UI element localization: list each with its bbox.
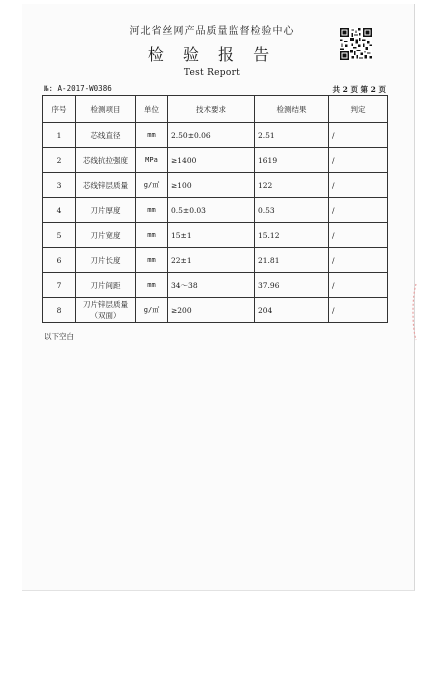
cell-unit: g/㎡ bbox=[136, 298, 168, 323]
table-row bbox=[43, 148, 388, 173]
cell-result: 37.96 bbox=[255, 273, 329, 298]
cell-unit: mm bbox=[136, 273, 168, 298]
cell-result: 1619 bbox=[255, 148, 329, 173]
cell-item: 刀片长度 bbox=[76, 248, 136, 273]
cell-item: 芯线直径 bbox=[76, 123, 136, 148]
cell-requirement: ≥1400 bbox=[168, 148, 255, 173]
cell-no: 2 bbox=[43, 148, 76, 173]
cell-no: 4 bbox=[43, 198, 76, 223]
page-indicator: 共 2 页 第 2 页 bbox=[332, 85, 386, 94]
cell-no: 5 bbox=[43, 223, 76, 248]
cell-no: 6 bbox=[43, 248, 76, 273]
cell-requirement: ≥200 bbox=[168, 298, 255, 323]
cell-verdict: / bbox=[329, 173, 388, 198]
cell-unit: mm bbox=[136, 123, 168, 148]
cell-requirement: 0.5±0.03 bbox=[168, 198, 255, 223]
cell-no: 1 bbox=[43, 123, 76, 148]
cell-requirement: 34～38 bbox=[168, 273, 255, 298]
qr-code-icon bbox=[340, 28, 372, 60]
table-row bbox=[43, 298, 388, 323]
cell-item: 芯线抗拉强度 bbox=[76, 148, 136, 173]
cell-requirement: 2.50±0.06 bbox=[168, 123, 255, 148]
col-header-item: 检测项目 bbox=[76, 96, 136, 123]
report-number: №: A-2017-W0386 bbox=[44, 84, 112, 93]
cell-no: 3 bbox=[43, 173, 76, 198]
cell-unit: mm bbox=[136, 248, 168, 273]
cell-unit: mm bbox=[136, 223, 168, 248]
cell-verdict: / bbox=[329, 248, 388, 273]
cell-item: 刀片宽度 bbox=[76, 223, 136, 248]
cell-requirement: ≥100 bbox=[168, 173, 255, 198]
cell-result: 204 bbox=[255, 298, 329, 323]
col-header-requirement: 技术要求 bbox=[168, 96, 255, 123]
col-header-no: 序号 bbox=[43, 96, 76, 123]
cell-no: 7 bbox=[43, 273, 76, 298]
cell-item: 芯线锌层质量 bbox=[76, 173, 136, 198]
cell-unit: g/㎡ bbox=[136, 173, 168, 198]
table-row bbox=[43, 248, 388, 273]
cell-requirement: 15±1 bbox=[168, 223, 255, 248]
org-name: 河北省丝网产品质量监督检验中心 bbox=[129, 26, 295, 37]
table-row bbox=[43, 173, 388, 198]
table-row bbox=[43, 273, 388, 298]
cell-verdict: / bbox=[329, 123, 388, 148]
table-row bbox=[43, 123, 388, 148]
cell-unit: mm bbox=[136, 198, 168, 223]
seal-edge-mark bbox=[410, 282, 418, 342]
cell-unit: MPa bbox=[136, 148, 168, 173]
cell-result: 122 bbox=[255, 173, 329, 198]
cell-verdict: / bbox=[329, 223, 388, 248]
report-title: 检 验 报 告 bbox=[147, 45, 277, 64]
cell-result: 21.81 bbox=[255, 248, 329, 273]
table-row bbox=[43, 198, 388, 223]
cell-item: 刀片厚度 bbox=[76, 198, 136, 223]
table-row bbox=[43, 223, 388, 248]
end-of-content-note: 以下空白 bbox=[44, 332, 74, 341]
cell-result: 0.53 bbox=[255, 198, 329, 223]
cell-item: 刀片间距 bbox=[76, 273, 136, 298]
col-header-result: 检测结果 bbox=[255, 96, 329, 123]
cell-item: 刀片锌层质量（双面） bbox=[76, 298, 136, 323]
col-header-unit: 单位 bbox=[136, 96, 168, 123]
report-subtitle: Test Report bbox=[183, 68, 241, 78]
col-header-verdict: 判定 bbox=[329, 96, 388, 123]
cell-result: 2.51 bbox=[255, 123, 329, 148]
cell-requirement: 22±1 bbox=[168, 248, 255, 273]
cell-verdict: / bbox=[329, 198, 388, 223]
table-header-row bbox=[43, 96, 388, 123]
cell-verdict: / bbox=[329, 298, 388, 323]
cell-verdict: / bbox=[329, 148, 388, 173]
cell-no: 8 bbox=[43, 298, 76, 323]
cell-verdict: / bbox=[329, 273, 388, 298]
results-table bbox=[42, 95, 388, 323]
cell-result: 15.12 bbox=[255, 223, 329, 248]
